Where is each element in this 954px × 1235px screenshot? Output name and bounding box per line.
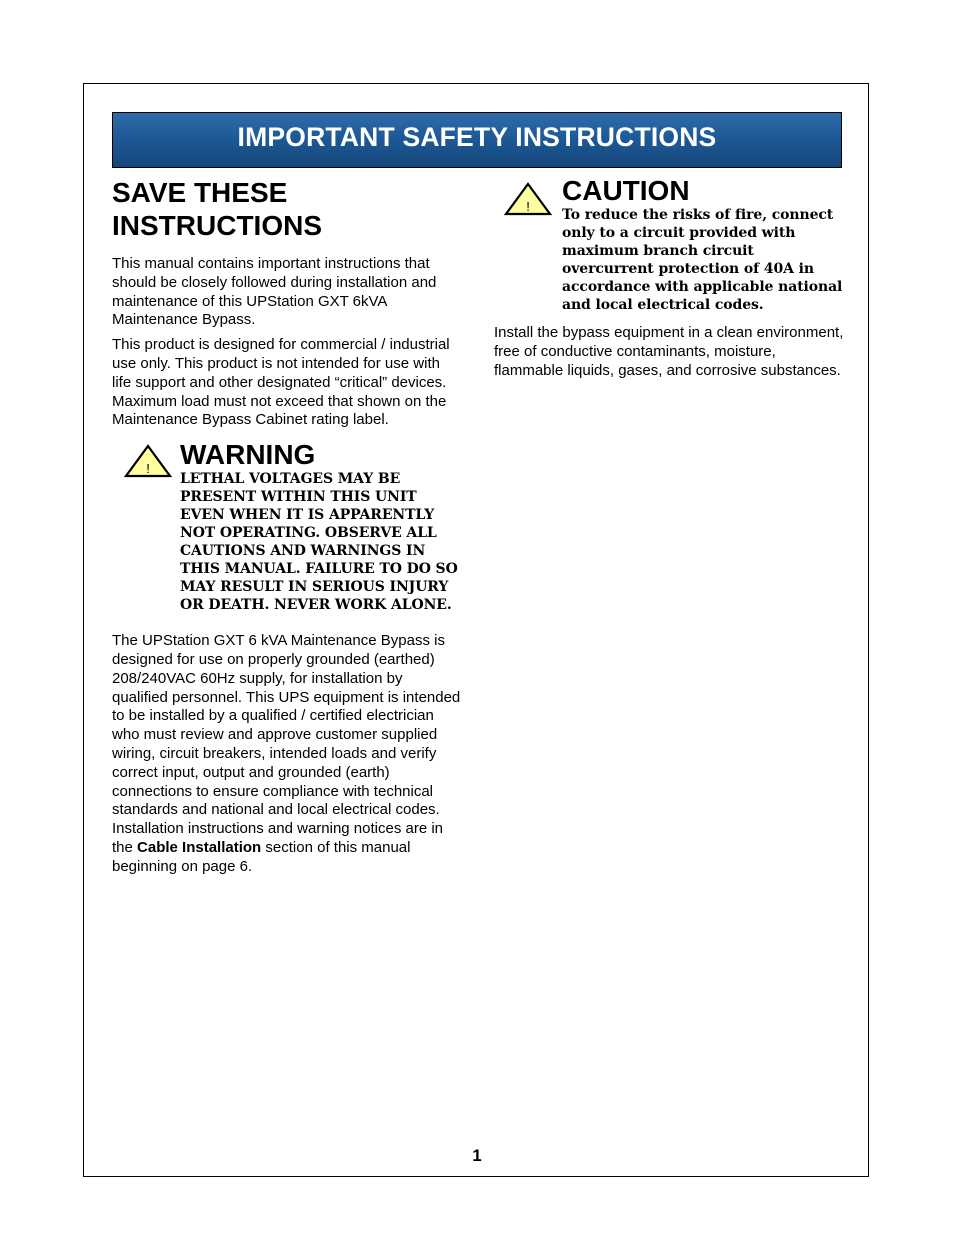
- cable-installation-reference: Cable Installation: [137, 838, 262, 856]
- save-instructions-heading: [112, 176, 462, 242]
- warning-notice: [112, 440, 462, 614]
- warning-title: WARNING: [180, 439, 316, 471]
- installation-text-start: The UPStation GXT 6 kVA Maintenance Bypass is designed for use on properly grounded (earthed) 208/240VAC 60Hz supply, for installation by qualified personnel. This UPS equipment is intended to be installed by a qualified / certified electrician who must review and approve customer supplied wiring, circuit breakers, intended loads and verify correct input, output and grounded (earth) connections to ensure compliance with technical standards and national and local electrical codes. Installation instructions and warning notices are in the: [112, 632, 461, 856]
- left-column: [112, 176, 462, 883]
- caution-text: To reduce the risks of fire, connect only to a circuit provided with maximum branch circuit overcurrent protection of 40A in accordance with applicable national and local electrical codes.: [562, 207, 843, 313]
- caution-triangle-icon: [504, 182, 552, 216]
- heading-line-1: SAVE THESE: [112, 177, 288, 208]
- warning-triangle-icon: [124, 444, 172, 478]
- right-column: [494, 176, 844, 386]
- environment-paragraph: Install the bypass equipment in a clean environment, free of conductive contaminants, moisture, flammable liquids, gases, and corrosive substances.: [494, 324, 844, 379]
- safety-banner: IMPORTANT SAFETY INSTRUCTIONS: [112, 112, 842, 168]
- caution-title: CAUTION: [562, 175, 690, 206]
- intro-paragraph: This manual contains important instructions that should be closely followed during installation and maintenance of this UPStation GXT 6kVA Maintenance Bypass.: [112, 255, 437, 329]
- exclamation-mark: !: [526, 199, 530, 214]
- installation-paragraph: [112, 632, 462, 876]
- exclamation-mark: !: [146, 461, 150, 477]
- caution-notice: [494, 176, 844, 314]
- heading-line-2: INSTRUCTIONS: [112, 210, 322, 241]
- usage-paragraph: This product is designed for commercial / industrial use only. This product is not intended for use with life support and other designated “critical” devices. Maximum load must not exceed that shown on the Maintenance Bypass Cabinet rating label.: [112, 336, 450, 429]
- warning-text: LETHAL VOLTAGES MAY BE PRESENT WITHIN THIS UNIT EVEN WHEN IT IS APPARENTLY NOT OPERATING. OBSERVE ALL CAUTIONS AND WARNINGS IN THIS MANUAL. FAILURE TO DO SO MAY RESULT IN SERIOUS INJURY OR DEATH. NEVER WORK ALONE.: [180, 471, 458, 614]
- page-number: 1: [472, 1146, 482, 1165]
- installation-text-end: section of this manual beginning on page 6.: [112, 838, 411, 875]
